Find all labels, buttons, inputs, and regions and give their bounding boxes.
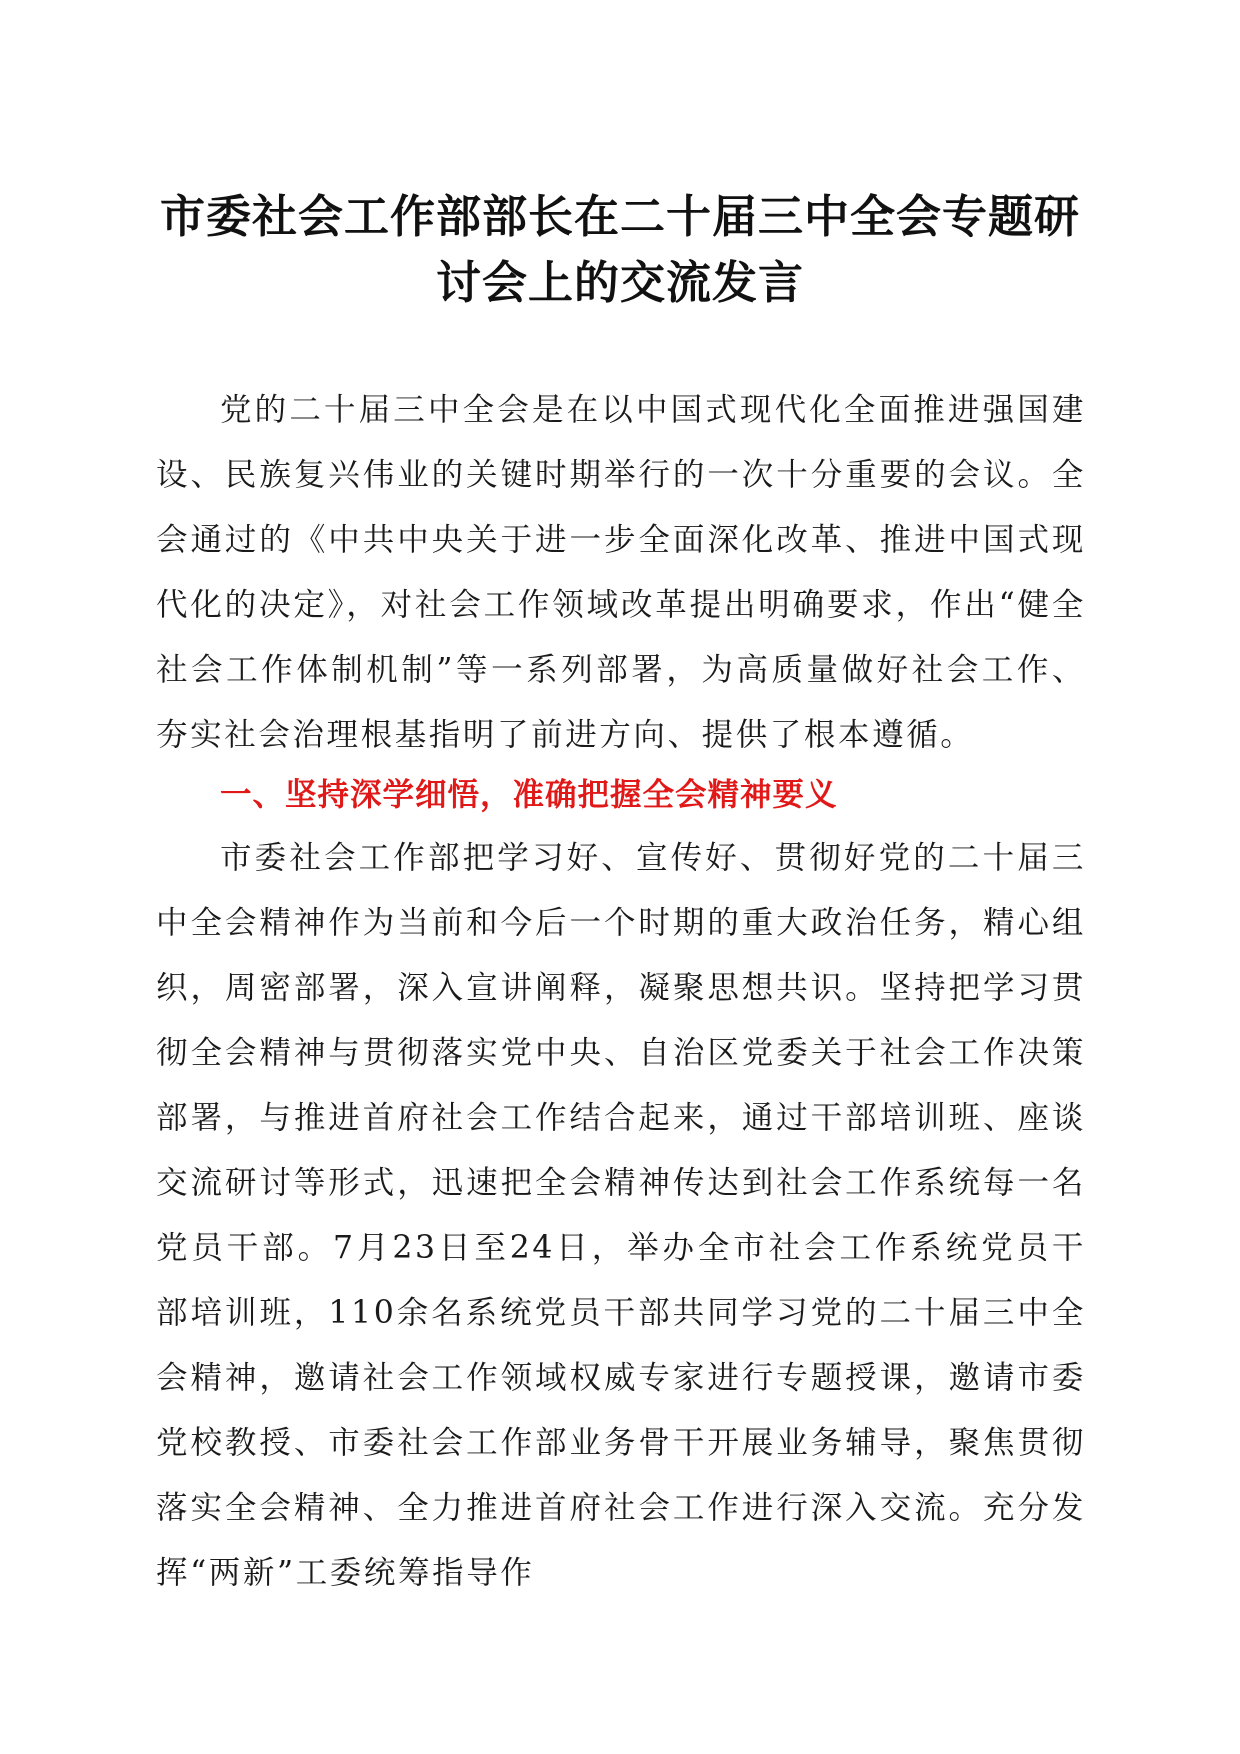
section-heading-1: 一、坚持深学细悟，准确把握全会精神要义 (220, 777, 838, 813)
title-line-1: 市委社会工作部部长在二十届三中全会专题研 (159, 190, 1080, 243)
paragraph-intro: 党的二十届三中全会是在以中国式现代化全面推进强国建设、民族复兴伟业的关键时期举行的一次十分重要的会议。全会通过的《中共中央关于进一步全面深化改革、推进中国式现代化的决定》，对社会工作领域改革提出明确要求，作出“健全社会工作体制机制”等一系列部署，为高质量做好社会工作、夯实社会治理根基指明了前进方向、提供了根本遵循。 (156, 392, 1086, 753)
document-title (150, 184, 1090, 316)
paragraph-section-1: 市委社会工作部把学习好、宣传好、贯彻好党的二十届三中全会精神作为当前和今后一个时期的重大政治任务，精心组织，周密部署，深入宣讲阐释，凝聚思想共识。坚持把学习贯彻全会精神与贯彻落实党中央、自治区党委关于社会工作决策部署，与推进首府社会工作结合起来，通过干部培训班、座谈交流研讨等形式，迅速把全会精神传达到社会工作系统每一名党员干部。7月23日至24日，举办全市社会工作系统党员干部培训班，110余名系统党员干部共同学习党的二十届三中全会精神，邀请社会工作领域权威专家进行专题授课，邀请市委党校教授、市委社会工作部业务骨干开展业务辅导，聚焦贯彻落实全会精神、全力推进首府社会工作进行深入交流。充分发挥“两新”工委统筹指导作 (156, 840, 1086, 1591)
title-line-2: 讨会上的交流发言 (435, 256, 804, 309)
